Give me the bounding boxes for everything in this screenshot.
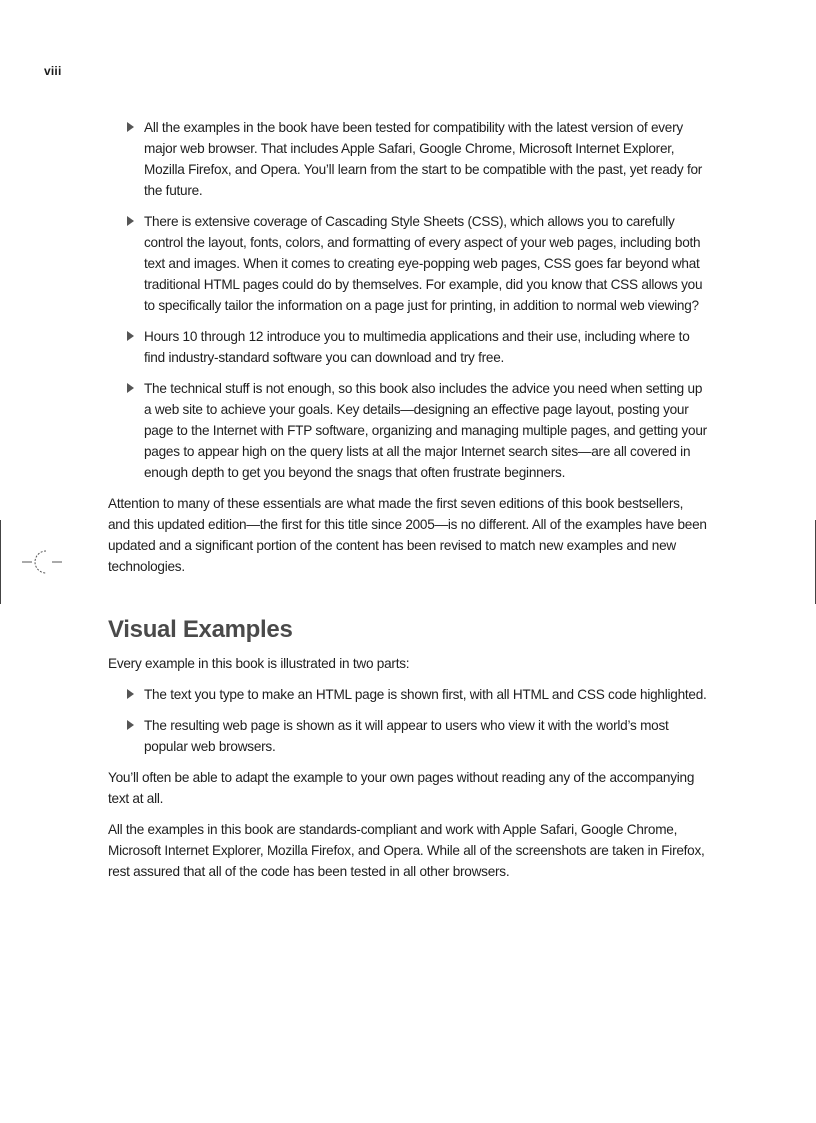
triangle-bullet-icon — [127, 122, 134, 132]
registration-mark-icon — [22, 549, 66, 575]
triangle-bullet-icon — [127, 689, 134, 699]
section-heading-visual-examples: Visual Examples — [108, 616, 293, 643]
page-number: viii — [44, 64, 62, 78]
list-item — [108, 117, 708, 201]
list-item-text: The resulting web page is shown as it will appear to users who view it with the world’s most popular web browsers. — [144, 718, 669, 754]
visual-examples-bullet-list — [108, 684, 708, 757]
list-item-text: The text you type to make an HTML page is shown first, with all HTML and CSS code highlighted. — [144, 687, 707, 702]
list-item — [108, 326, 708, 368]
page-content — [108, 117, 708, 892]
intro-bullet-list — [108, 117, 708, 483]
list-item — [108, 684, 708, 705]
intro-closing-paragraph: Attention to many of these essentials are what made the first seven editions of this book bestsellers, and this updated edition—the first for this title since 2005—is no different. All of the examples have been updated and a significant portion of the content has been revised to match new examples and new technologies. — [108, 496, 707, 574]
visual-examples-paragraph-2: All the examples in this book are standards-compliant and work with Apple Safari, Google Chrome, Microsoft Internet Explorer, Mozilla Firefox, and Opera. While all of the screenshots are taken in Firefox, rest assured that all of the code has been tested in all other browsers. — [108, 822, 705, 879]
visual-examples-lead: Every example in this book is illustrated in two parts: — [108, 656, 410, 671]
triangle-bullet-icon — [127, 720, 134, 730]
list-item — [108, 378, 708, 483]
triangle-bullet-icon — [127, 383, 134, 393]
triangle-bullet-icon — [127, 331, 134, 341]
visual-examples-paragraph-1: You’ll often be able to adapt the example to your own pages without reading any of the accompanying text at all. — [108, 770, 695, 806]
list-item-text: Hours 10 through 12 introduce you to multimedia applications and their use, including where to find industry-standard software you can download and try free. — [144, 329, 690, 365]
triangle-bullet-icon — [127, 216, 134, 226]
list-item-text: All the examples in the book have been tested for compatibility with the latest version of every major web browser. That includes Apple Safari, Google Chrome, Microsoft Internet Explorer, Mozilla Firefox, and Opera. You’ll learn from the start to be compatible with the past, yet ready for the future. — [144, 120, 703, 198]
list-item — [108, 715, 708, 757]
list-item-text: There is extensive coverage of Cascading Style Sheets (CSS), which allows you to carefully control the layout, fonts, colors, and formatting of every aspect of your web pages, including both text and images. When it comes to creating eye-popping web pages, CSS goes far beyond what traditional HTML pages could do by themselves. For example, did you know that CSS allows you to specifically tailor the information on a page just for printing, in addition to normal web viewing? — [144, 214, 703, 313]
list-item — [108, 211, 708, 316]
crop-mark-left — [0, 520, 1, 604]
list-item-text: The technical stuff is not enough, so this book also includes the advice you need when setting up a web site to achieve your goals. Key details—designing an effective page layout, posting your page to the Internet with FTP software, organizing and managing multiple pages, and getting your pages to appear high on the query lists at all the major Internet search sites—are all covered in enough depth to get you beyond the snags that often frustrate beginners. — [144, 381, 707, 480]
